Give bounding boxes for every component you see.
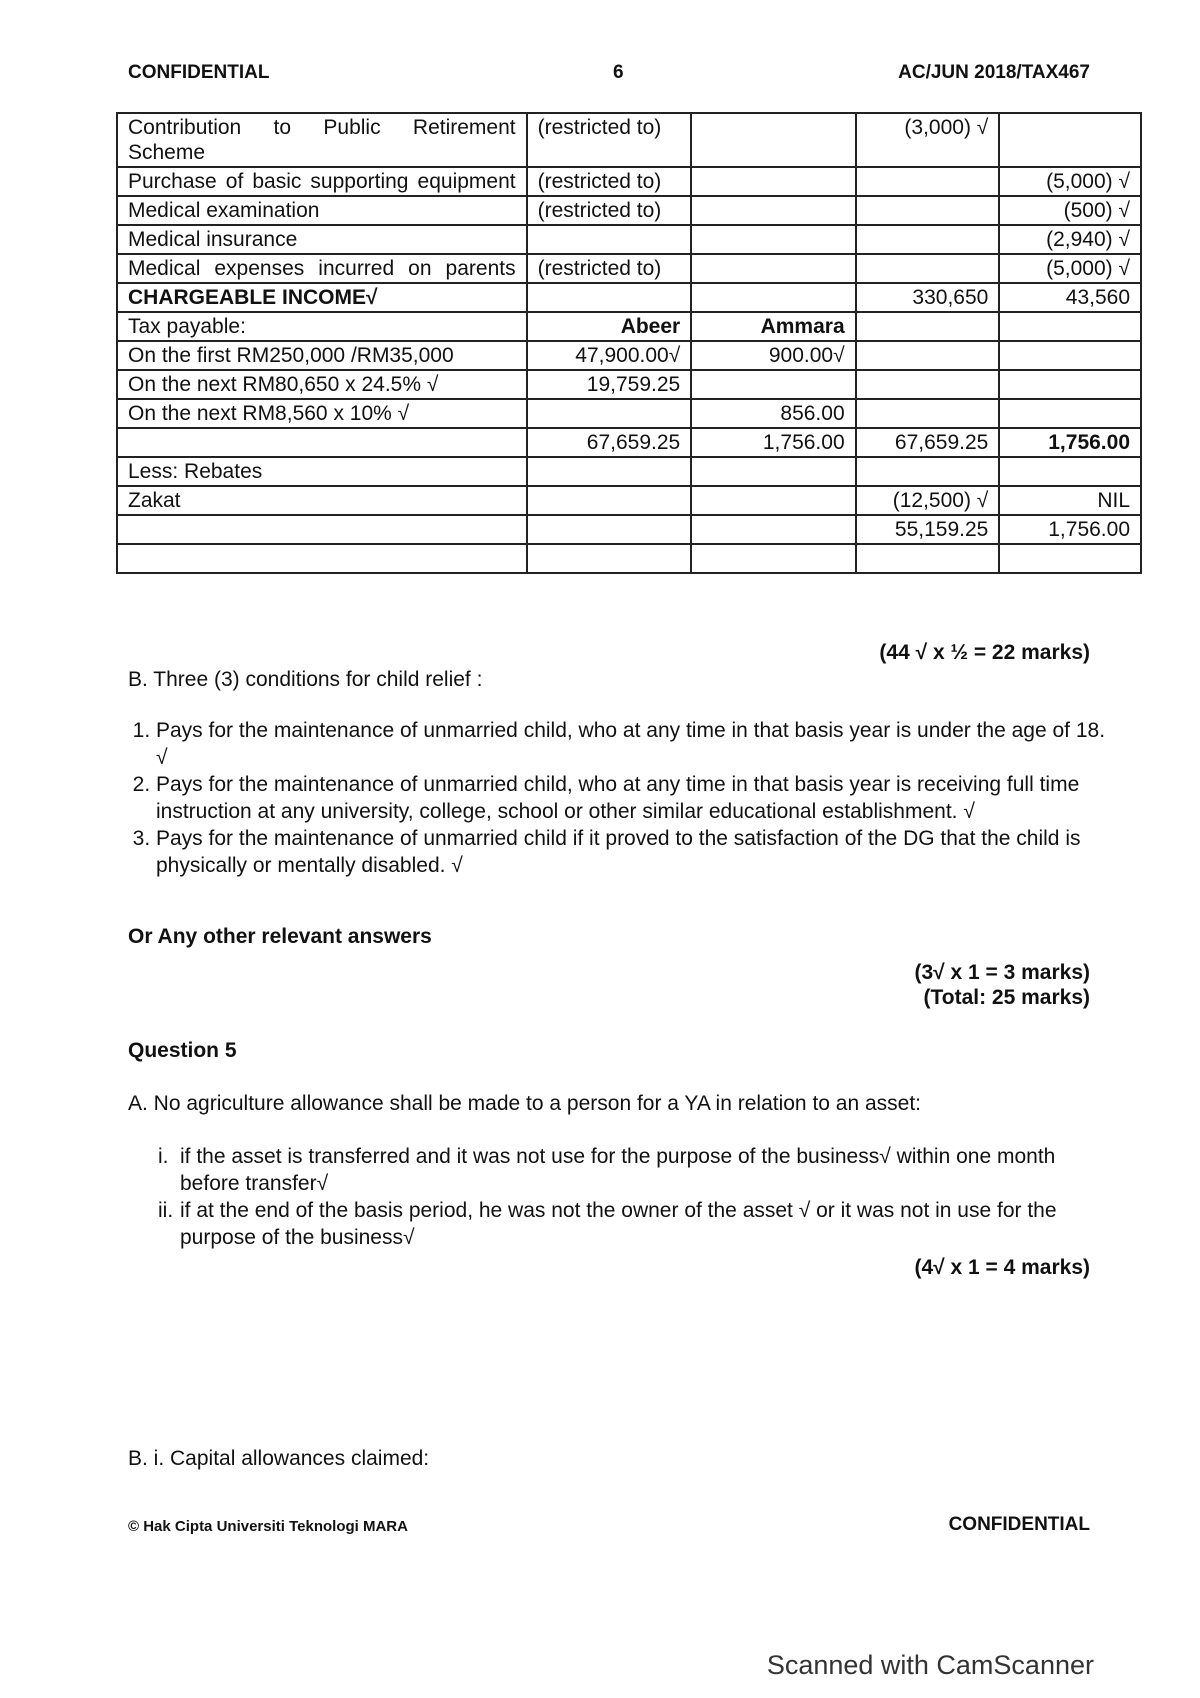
table-cell: (5,000) √ — [999, 167, 1141, 196]
scanner-watermark: Scanned with CamScanner — [766, 1650, 1094, 1680]
other-answers-note: Or Any other relevant answers — [128, 925, 432, 948]
table-row — [117, 544, 1141, 573]
item-text: if the asset is transferred and it was not use for the purpose of the business√ within one month before transfer√ — [180, 1145, 1056, 1195]
table-cell: (12,500) √ — [856, 486, 1000, 515]
table-cell — [527, 544, 692, 573]
table-cell: (3,000) √ — [856, 113, 1000, 167]
table-cell — [856, 312, 1000, 341]
table-cell — [691, 283, 855, 312]
table-cell — [527, 515, 692, 544]
section-b-heading: B. Three (3) conditions for child relief : — [128, 668, 483, 691]
table-cell — [856, 370, 1000, 399]
list-item: 3. Pays for the maintenance of unmarried child if it proved to the satisfaction of the DG that the child is physically or mentally disabled. √ — [156, 825, 1116, 879]
table-cell: (5,000) √ — [999, 254, 1141, 283]
table-cell: (500) √ — [999, 196, 1141, 225]
table-cell — [999, 457, 1141, 486]
table-cell — [527, 283, 692, 312]
table-cell: 67,659.25 — [856, 428, 1000, 457]
table-row — [117, 225, 1141, 254]
table-cell — [999, 399, 1141, 428]
item-number: ii. — [158, 1199, 174, 1222]
table-row — [117, 457, 1141, 486]
table-cell — [691, 196, 855, 225]
table-cell — [527, 399, 692, 428]
row-label: Purchase of basic supporting equipment — [117, 167, 527, 196]
row-label: On the next RM8,560 x 10% √ — [117, 399, 527, 428]
tax-computation-table — [116, 112, 1142, 574]
list-item — [158, 1143, 1088, 1197]
table-cell — [856, 167, 1000, 196]
table-cell: (restricted to) — [527, 196, 692, 225]
table-cell: (2,940) √ — [999, 225, 1141, 254]
child-relief-conditions — [128, 717, 1116, 879]
list-item: 2. Pays for the maintenance of unmarried child, who at any time in that basis year is receiving full time instruction at any university, college, school or other similar educational establishment. √ — [156, 771, 1116, 825]
table-cell — [691, 225, 855, 254]
table-cell — [691, 544, 855, 573]
table-cell — [856, 457, 1000, 486]
table-cell: (restricted to) — [527, 113, 692, 167]
table-row — [117, 370, 1141, 399]
table-cell: (restricted to) — [527, 167, 692, 196]
table-cell: 1,756.00 — [999, 515, 1141, 544]
table-cell — [691, 370, 855, 399]
marks-section-a: (44 √ x ½ = 22 marks) — [879, 641, 1090, 664]
row-label: Zakat — [117, 486, 527, 515]
row-label — [117, 428, 527, 457]
table-cell — [999, 341, 1141, 370]
q5-a-text: A. No agriculture allowance shall be made to a person for a YA in relation to an asset: — [128, 1092, 922, 1115]
table-cell: 330,650 — [856, 283, 1000, 312]
table-cell — [856, 225, 1000, 254]
row-label: Tax payable: — [117, 312, 527, 341]
total-marks: (Total: 25 marks) — [923, 986, 1090, 1009]
table-cell — [856, 254, 1000, 283]
table-row — [117, 196, 1141, 225]
table-cell — [691, 486, 855, 515]
table-cell: 19,759.25 — [527, 370, 692, 399]
row-label — [117, 515, 527, 544]
page-number: 6 — [613, 62, 624, 83]
table-row — [117, 283, 1141, 312]
marks-q5a: (4√ x 1 = 4 marks) — [914, 1256, 1090, 1279]
table-row — [117, 399, 1141, 428]
list-item: 1. Pays for the maintenance of unmarried child, who at any time in that basis year is under the age of 18. √ — [156, 717, 1116, 771]
list-item — [158, 1197, 1088, 1251]
table-cell: 1,756.00 — [691, 428, 855, 457]
table-cell: 900.00√ — [691, 341, 855, 370]
q5-b-text: B. i. Capital allowances claimed: — [128, 1447, 430, 1470]
copyright-footer: © Hak Cipta Universiti Teknologi MARA — [128, 1518, 408, 1535]
row-label: On the next RM80,650 x 24.5% √ — [117, 370, 527, 399]
table-cell: 47,900.00√ — [527, 341, 692, 370]
course-code: AC/JUN 2018/TAX467 — [898, 62, 1090, 83]
table-row — [117, 254, 1141, 283]
table-cell: 43,560 — [999, 283, 1141, 312]
row-label: Less: Rebates — [117, 457, 527, 486]
table-cell — [691, 457, 855, 486]
table-cell: (restricted to) — [527, 254, 692, 283]
item-text: if at the end of the basis period, he was not the owner of the asset √ or it was not in use for the purpose of the business√ — [180, 1199, 1057, 1249]
row-label: Contribution to Public Retirement Scheme — [117, 113, 527, 167]
table-cell — [691, 254, 855, 283]
column-header-abeer: Abeer — [527, 312, 692, 341]
table-cell — [691, 113, 855, 167]
table-cell — [999, 312, 1141, 341]
item-number: i. — [158, 1145, 169, 1168]
marks-section-b: (3√ x 1 = 3 marks) — [914, 961, 1090, 984]
table-row — [117, 486, 1141, 515]
table-cell — [527, 457, 692, 486]
row-label: On the first RM250,000 /RM35,000 — [117, 341, 527, 370]
table-row — [117, 167, 1141, 196]
table-row — [117, 312, 1141, 341]
table-cell — [999, 113, 1141, 167]
table-cell — [691, 515, 855, 544]
page-header — [128, 62, 1090, 90]
column-header-ammara: Ammara — [691, 312, 855, 341]
table-cell — [856, 399, 1000, 428]
table-cell — [856, 341, 1000, 370]
table-cell: 856.00 — [691, 399, 855, 428]
header-confidential: CONFIDENTIAL — [128, 62, 270, 83]
table-row — [117, 341, 1141, 370]
table-row — [117, 428, 1141, 457]
q5-a-conditions — [158, 1143, 1088, 1251]
table-row — [117, 113, 1141, 167]
table-cell: 67,659.25 — [527, 428, 692, 457]
row-label: Medical examination — [117, 196, 527, 225]
table-row — [117, 515, 1141, 544]
table-cell — [999, 370, 1141, 399]
table-cell — [999, 544, 1141, 573]
chargeable-income-label: CHARGEABLE INCOME√ — [117, 283, 527, 312]
table-cell — [691, 167, 855, 196]
table-cell: 55,159.25 — [856, 515, 1000, 544]
table-cell — [856, 196, 1000, 225]
table-cell: 1,756.00 — [999, 428, 1141, 457]
row-label: Medical insurance — [117, 225, 527, 254]
footer-confidential: CONFIDENTIAL — [948, 1514, 1090, 1535]
table-cell — [117, 544, 527, 573]
table-cell: NIL — [999, 486, 1141, 515]
table-cell — [527, 486, 692, 515]
table-cell — [527, 225, 692, 254]
question-5-title: Question 5 — [128, 1039, 237, 1062]
table-cell — [856, 544, 1000, 573]
row-label: Medical expenses incurred on parents — [117, 254, 527, 283]
